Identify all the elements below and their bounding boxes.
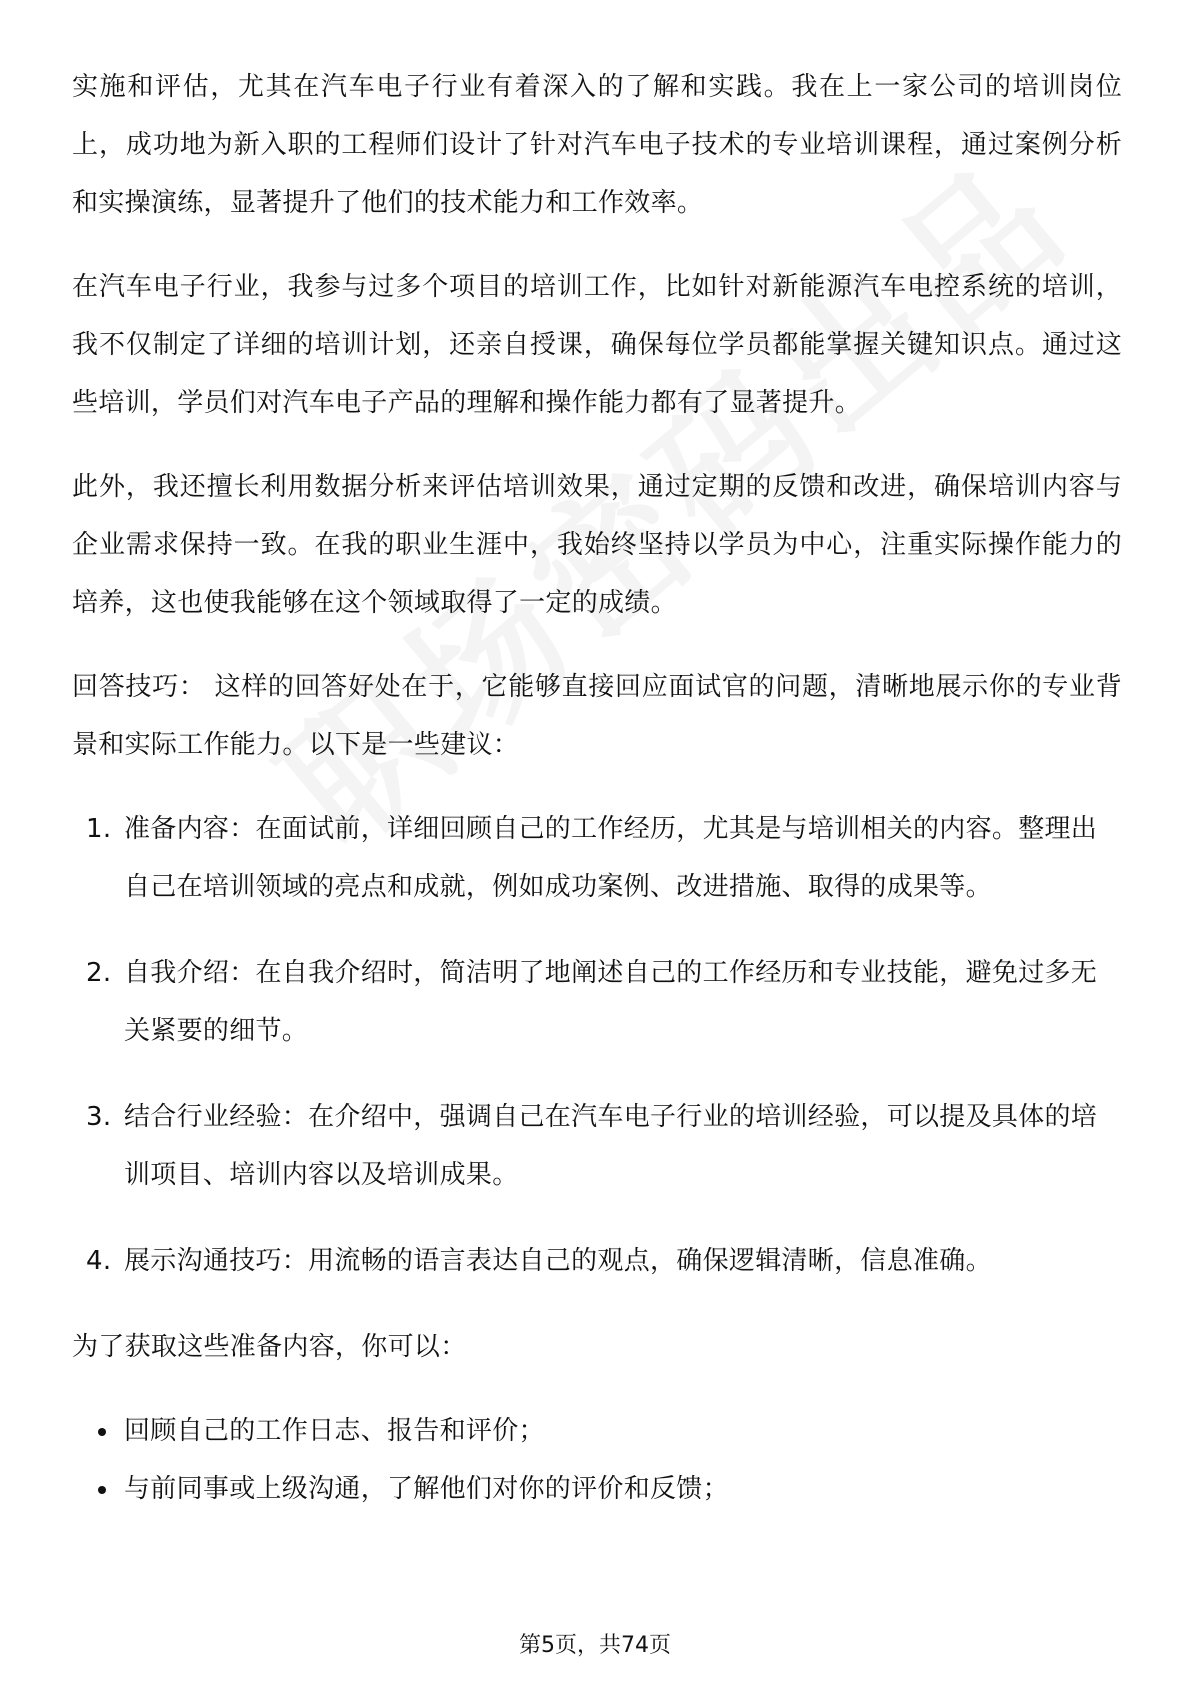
paragraph-experience-intro: 实施和评估，尤其在汽车电子行业有着深入的了解和实践。我在上一家公司的培训岗位上，成功地为新入职的工程师们设计了针对汽车电子技术的专业培训课程，通过案例分析和实操演练，显著提升了他们的技术能力和工作效率。 [72, 72, 1122, 218]
bullet-item [72, 1460, 1122, 1518]
list-item [72, 944, 1122, 1060]
list-item-text: 展示沟通技巧：用流畅的语言表达自己的观点，确保逻辑清晰，信息准确。 [124, 1246, 992, 1276]
list-item-text: 自我介绍：在自我介绍时，简洁明了地阐述自己的工作经历和专业技能，避免过多无关紧要的细节。 [124, 958, 1098, 1046]
paragraph-answer-tips: 回答技巧： 这样的回答好处在于，它能够直接回应面试官的问题，清晰地展示你的专业背景和实际工作能力。以下是一些建议： [72, 672, 1122, 760]
paragraph-data-analysis: 此外，我还擅长利用数据分析来评估培训效果，通过定期的反馈和改进，确保培训内容与企业需求保持一致。在我的职业生涯中，我始终坚持以学员为中心，注重实际操作能力的培养，这也使我能够在这个领域取得了一定的成绩。 [72, 472, 1122, 618]
list-item [72, 800, 1122, 916]
list-number: 3. [86, 1102, 112, 1132]
bullet-icon [72, 1402, 124, 1460]
list-item [72, 1088, 1122, 1204]
tips-ordered-list [72, 800, 1122, 1290]
bullet-item-text: 与前同事或上级沟通，了解他们对你的评价和反馈； [124, 1474, 729, 1504]
page-number-footer: 第5页，共74页 [519, 1633, 671, 1658]
list-number: 4. [86, 1246, 112, 1276]
paragraph-preparation: 为了获取这些准备内容，你可以： [72, 1332, 467, 1362]
bullet-item [72, 1402, 1122, 1460]
bullet-icon [72, 1460, 124, 1518]
bullet-item-text: 回顾自己的工作日志、报告和评价； [124, 1416, 545, 1446]
preparation-bullet-list [72, 1402, 1122, 1518]
list-item-text: 结合行业经验：在介绍中，强调自己在汽车电子行业的培训经验，可以提及具体的培训项目、培训内容以及培训成果。 [124, 1102, 1098, 1190]
list-number: 1. [86, 814, 112, 844]
list-item [72, 1232, 1122, 1290]
list-item-text: 准备内容：在面试前，详细回顾自己的工作经历，尤其是与培训相关的内容。整理出自己在培训领域的亮点和成就，例如成功案例、改进措施、取得的成果等。 [124, 814, 1098, 902]
list-number: 2. [86, 958, 112, 988]
document-body [72, 58, 1122, 1518]
paragraph-industry-projects: 在汽车电子行业，我参与过多个项目的培训工作，比如针对新能源汽车电控系统的培训，我不仅制定了详细的培训计划，还亲自授课，确保每位学员都能掌握关键知识点。通过这些培训，学员们对汽车电子产品的理解和操作能力都有了显著提升。 [72, 272, 1122, 418]
